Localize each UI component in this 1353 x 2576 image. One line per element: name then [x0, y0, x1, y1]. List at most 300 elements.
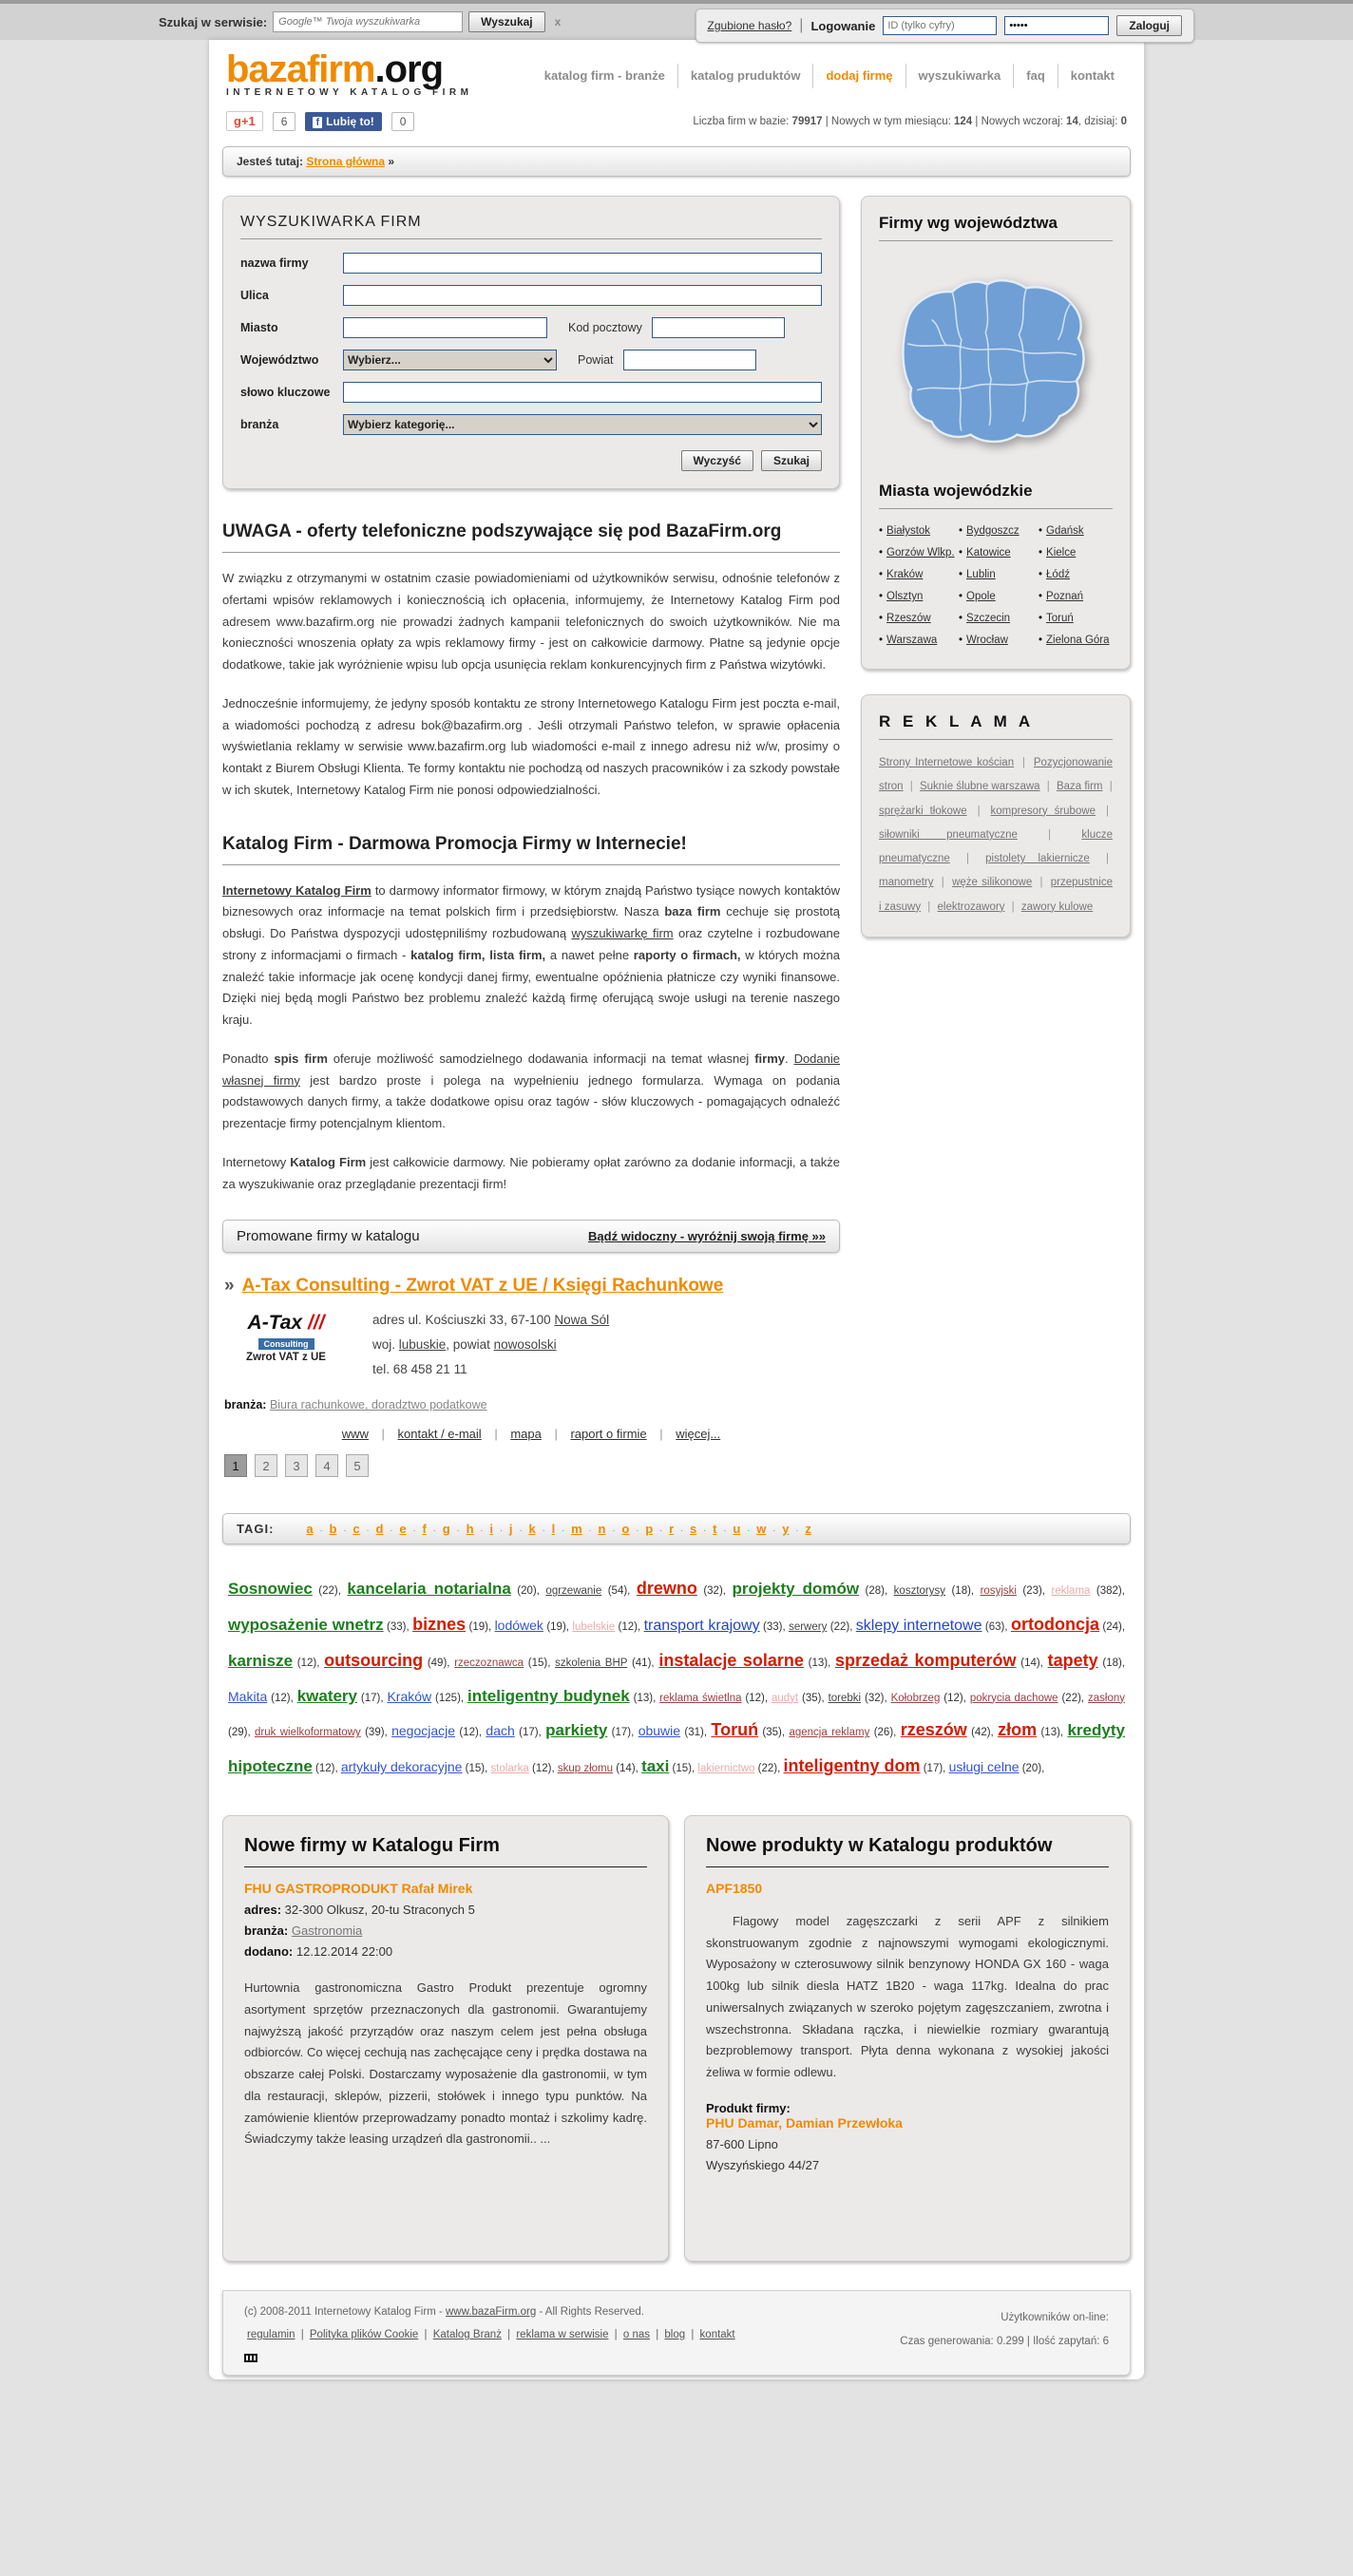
tag-link[interactable]: karnisze [228, 1651, 294, 1670]
text-run: baza firm [664, 904, 721, 919]
tag-link[interactable]: agencja reklamy [789, 1727, 870, 1739]
tag-link[interactable]: Kołobrzeg [890, 1692, 941, 1704]
separator: · [429, 1525, 439, 1537]
tag-link[interactable]: lubelskie [572, 1620, 616, 1633]
tag-count: (13), [1037, 1727, 1068, 1739]
tag-link[interactable]: sprzedaż komputerów [835, 1650, 1017, 1670]
page-button-4[interactable]: 4 [315, 1454, 338, 1477]
separator: | [377, 1427, 389, 1442]
advert-title: R E K L A M A [879, 712, 1113, 740]
logo-consulting: Consulting [258, 1338, 314, 1350]
city-item [1039, 521, 1113, 542]
separator: | [550, 1427, 562, 1442]
tag-letter-link[interactable]: y [782, 1522, 790, 1537]
facebook-like-count: 0 [391, 112, 415, 131]
text-run: oferuje możliwość samodzielnego dodawania informacji na temat własnej [327, 1051, 755, 1066]
tag-link[interactable]: rosyjski [980, 1585, 1017, 1598]
advert-link[interactable]: manometry [879, 877, 934, 889]
nav-item-wyszukiwarka[interactable]: wyszukiwarka [918, 68, 1001, 83]
tag-link[interactable]: ogrzewanie [545, 1585, 602, 1598]
top-bar [0, 0, 1353, 40]
generation-stats: Czas generowania: 0.299 | Ilość zapytań: 6 [900, 2336, 1109, 2348]
bullet-icon: • [879, 569, 884, 580]
advert-link[interactable]: przepustnice i zasuwy [879, 877, 1113, 913]
city-item [959, 608, 1033, 630]
tag-link[interactable]: rzeszów [900, 1720, 967, 1740]
page-button-1[interactable]: 1 [224, 1454, 247, 1477]
page-button-3[interactable]: 3 [285, 1454, 308, 1477]
nav-item-katalog-prudukt-w[interactable]: katalog pruduktów [690, 68, 801, 83]
zip-input[interactable] [652, 317, 785, 338]
facebook-like-button[interactable] [305, 112, 381, 131]
branza-label: branża: [224, 1398, 267, 1412]
tag-link[interactable]: reklama [1051, 1585, 1091, 1598]
lost-password-link[interactable]: Zgubione hasło? [707, 19, 792, 32]
advert-link[interactable]: elektrozawory [937, 900, 1005, 913]
tag-letter-link[interactable]: f [422, 1522, 427, 1537]
stat-counter-icon [244, 2354, 257, 2362]
phone-number: tel. 68 458 21 11 [372, 1361, 467, 1376]
advert-link[interactable]: sprężarki tłokowe [879, 805, 967, 817]
tag-letter-link[interactable]: i [489, 1522, 494, 1537]
new-firms-panel [222, 1815, 669, 2262]
city-link[interactable]: Kielce [1046, 547, 1077, 559]
tag-link[interactable]: ortodoncja [1010, 1614, 1099, 1634]
city-item [879, 586, 953, 608]
advert-link[interactable]: kompresory śrubowe [990, 805, 1096, 817]
tag-letter-link[interactable]: h [466, 1522, 474, 1537]
separator: | [490, 1427, 502, 1442]
bullet-icon: • [1039, 569, 1043, 580]
new-firm-name[interactable]: FHU GASTROPRODUKT Rafał Mirek [244, 1880, 473, 1896]
tag-link[interactable]: Sosnowiec [228, 1580, 313, 1599]
city-link[interactable]: Lublin [966, 569, 996, 580]
city-link[interactable]: Katowice [966, 547, 1011, 559]
tag-link[interactable]: artykuły dekoracyjne [340, 1759, 463, 1775]
bullet-icon: • [1039, 635, 1043, 646]
tag-letter-link[interactable]: p [645, 1522, 654, 1537]
tag-link[interactable]: pokrycia dachowe [969, 1692, 1058, 1704]
advert-link[interactable]: Strony Internetowe kościan [879, 757, 1015, 768]
login-panel [696, 9, 1194, 43]
tag-link[interactable]: Makita [228, 1688, 268, 1704]
footer-links [244, 2329, 738, 2340]
bullet-icon: • [879, 613, 884, 624]
company-search-panel [222, 196, 840, 489]
online-users-label: Użytkowników on-line: [1000, 2311, 1109, 2323]
tag-link[interactable]: parkiety [545, 1721, 608, 1740]
tag-letter-link[interactable]: k [528, 1522, 536, 1537]
tag-letter-link[interactable]: m [571, 1522, 582, 1537]
separator: | [504, 2328, 514, 2340]
company-action-link[interactable]: więcej... [676, 1427, 721, 1442]
city-item [1039, 608, 1113, 630]
city-link[interactable]: Gdańsk [1046, 525, 1084, 537]
woj-label: woj. [372, 1336, 399, 1352]
separator: · [770, 1525, 779, 1537]
city-link[interactable]: Gorzów Wlkp. [886, 547, 955, 559]
tag-count: (33), [759, 1620, 790, 1633]
separator: · [387, 1525, 396, 1537]
tag-link[interactable]: skup złomu [557, 1763, 614, 1775]
tag-count: (12), [455, 1727, 486, 1739]
tag-letter-link[interactable]: o [621, 1522, 630, 1537]
tag-letter-link[interactable]: w [756, 1522, 767, 1537]
product-firm-name[interactable]: PHU Damar, Damian Przewłoka [706, 2114, 903, 2131]
tag-link[interactable]: szkolenia BHP [555, 1657, 628, 1669]
logo-tld: .org [374, 48, 444, 90]
nav-item-dodaj-firm-[interactable]: dodaj firmę [826, 68, 893, 83]
text-run: w których można znaleźć takie informacje jak ocenę kondycji danej firmy, ewentualne opóźnienia płatnicze czy wyniki finansowe. Dzięki niej będą mogli Państwo bez problemu znaleźć każdą firmę oferującą swoje usługi na terenie naszego kraju. [222, 947, 841, 1027]
county-input[interactable] [623, 350, 756, 370]
city-link[interactable]: Łódź [1046, 569, 1070, 580]
tag-count: (39), [360, 1727, 392, 1739]
keyword-input[interactable] [343, 382, 822, 403]
voivodeship-select[interactable] [343, 350, 557, 370]
zip-label: Kod pocztowy [568, 321, 642, 334]
clear-button[interactable]: Wyczyść [681, 450, 753, 471]
separator: · [497, 1525, 505, 1537]
separator: · [559, 1525, 568, 1537]
footer-link[interactable]: Polityka plików Cookie [309, 2328, 419, 2340]
separator: | [953, 853, 982, 865]
city-item [879, 564, 953, 586]
tag-count: (35), [758, 1727, 790, 1739]
footer-link[interactable]: kontakt [699, 2328, 735, 2340]
tag-link[interactable]: wyposażenie wnetrz [228, 1615, 384, 1634]
separator: | [1099, 805, 1109, 817]
city-link[interactable]: Warszawa [886, 635, 938, 646]
tag-link[interactable]: inteligentny dom [783, 1756, 921, 1776]
logo-text: A-Tax [247, 1312, 303, 1335]
tag-count: (15), [669, 1763, 698, 1775]
tag-link[interactable]: audyt [771, 1692, 799, 1704]
branza-link[interactable]: Gastronomia [291, 1923, 363, 1938]
tag-link[interactable]: dach [486, 1723, 515, 1739]
footer-link[interactable]: reklama w serwisie [516, 2328, 609, 2340]
tag-letter-link[interactable]: a [306, 1522, 314, 1537]
copyright-text: (c) 2008-2011 Internetowy Katalog Firm - [244, 2305, 446, 2318]
tag-letter-link[interactable]: t [713, 1522, 717, 1537]
separator: · [340, 1525, 350, 1537]
footer-link[interactable]: Katalog Branż [432, 2328, 502, 2340]
branza-label: branża: [244, 1923, 289, 1938]
city-item [879, 521, 953, 542]
tag-link[interactable]: Kraków [387, 1688, 432, 1704]
street-input[interactable] [343, 285, 822, 306]
separator: | [1036, 877, 1047, 889]
company-name-input[interactable] [343, 253, 822, 274]
google-plus-one-button[interactable]: g+1 [226, 111, 263, 131]
login-button[interactable]: Zaloguj [1116, 15, 1182, 36]
tag-count: (22), [754, 1763, 784, 1775]
tag-count: (35), [798, 1692, 829, 1704]
separator: | [611, 2328, 620, 2340]
site-search-label: Szukaj w serwisie: [159, 14, 268, 29]
separator: | [688, 2328, 697, 2340]
warning-section [222, 521, 840, 802]
text-run: Ponadto [222, 1051, 275, 1066]
map-title: Firmy wg województwa [879, 214, 1113, 241]
separator: · [677, 1525, 687, 1537]
tag-letter-link[interactable]: r [669, 1522, 675, 1537]
added-value: 12.12.2014 22:00 [293, 1944, 393, 1960]
advert-link[interactable]: węże silikonowe [952, 877, 1033, 889]
branza-link[interactable]: Biura rachunkowe, doradztwo podatkowe [269, 1398, 487, 1412]
text-run: oraz czytelne i rozbudowane strony z informacjami o firmach - [222, 926, 840, 962]
tag-count: (20), [510, 1585, 546, 1598]
site-stats [693, 116, 1127, 127]
text-run: wyszukiwarkę firm [571, 926, 674, 940]
city-item [959, 564, 1033, 586]
tag-link[interactable]: drewno [636, 1579, 697, 1599]
tag-link[interactable]: kredyty hipoteczne [228, 1721, 1125, 1776]
tag-letter-link[interactable]: d [375, 1522, 384, 1537]
company-action-link[interactable]: www [341, 1427, 369, 1442]
about-paragraph [222, 1049, 840, 1135]
text-run: firmy [754, 1051, 786, 1066]
company-action-link[interactable]: raport o firmie [570, 1427, 647, 1442]
city-link[interactable]: Toruń [1046, 613, 1074, 624]
tag-link[interactable]: kwatery [296, 1686, 358, 1705]
bullet-icon: • [1039, 591, 1043, 602]
tag-letter-link[interactable]: b [329, 1522, 337, 1537]
tag-letter-link[interactable]: n [598, 1522, 606, 1537]
tag-count: (42), [966, 1727, 999, 1739]
promoted-company-link[interactable]: A-Tax Consulting - Zwrot VAT z UE / Księgi Rachunkowe [241, 1276, 724, 1297]
logo-tagline: Zwrot VAT z UE [246, 1352, 326, 1364]
advert-link[interactable]: pistolety lakiernicze [985, 853, 1090, 865]
city-link[interactable]: Nowa Sól [554, 1313, 610, 1328]
site-logo[interactable] [226, 48, 473, 98]
be-visible-link[interactable]: Bądź widoczny - wyróżnij swoją firmę »» [588, 1229, 826, 1244]
text-run: | Nowych w tym miesiącu: [822, 115, 954, 127]
tag-link[interactable]: sklepy internetowe [855, 1617, 982, 1634]
page-button-5[interactable]: 5 [346, 1454, 369, 1477]
tag-link[interactable]: lakiernictwo [697, 1763, 755, 1775]
separator: · [720, 1525, 730, 1537]
tag-link[interactable]: reklama świetlna [659, 1692, 742, 1704]
tag-link[interactable]: lodówek [494, 1617, 543, 1633]
separator: · [744, 1525, 753, 1537]
tag-count: (54), [601, 1585, 637, 1598]
tag-letter-link[interactable]: j [508, 1522, 513, 1537]
login-id-input[interactable] [883, 16, 997, 35]
tag-link[interactable]: instalacje solarne [658, 1650, 804, 1670]
tag-count: (12), [528, 1763, 558, 1775]
tag-link[interactable]: stolarka [490, 1763, 529, 1775]
bullet-icon: • [879, 591, 884, 602]
footer-site-link[interactable]: www.bazaFirm.org [446, 2305, 537, 2318]
separator: | [1008, 900, 1018, 913]
text-run: 0 [1120, 115, 1127, 127]
tags-bar [222, 1513, 1131, 1544]
tag-link[interactable]: złom [998, 1720, 1038, 1740]
tag-count: (24), [1098, 1620, 1126, 1633]
text-run: Katalog Firm [290, 1154, 367, 1169]
login-label: Logowanie [810, 18, 876, 33]
advert-link[interactable]: Suknie ślubne warszawa [919, 781, 1040, 793]
new-firms-title: Nowe firmy w Katalogu Firm [244, 1835, 647, 1867]
city-item [1039, 586, 1113, 608]
text-run: 79917 [791, 115, 823, 127]
advert-link[interactable]: zawory kulowe [1020, 900, 1094, 913]
city-link[interactable]: Białystok [886, 525, 931, 537]
new-products-title: Nowe produkty w Katalogu produktów [706, 1835, 1109, 1867]
breadcrumb-home-link[interactable]: Strona główna [306, 155, 386, 168]
city-link[interactable]: Rzeszów [886, 613, 931, 624]
county-link[interactable]: nowosolski [493, 1336, 557, 1352]
addr-label: adres: [244, 1902, 282, 1917]
city-input[interactable] [343, 317, 547, 338]
separator: · [453, 1525, 463, 1537]
separator: · [363, 1525, 372, 1537]
addr-value: 32-300 Olkusz, 20-tu Straconych 5 [281, 1902, 475, 1917]
tag-letter-link[interactable]: g [442, 1522, 450, 1537]
separator: | [970, 805, 987, 817]
search-panel-title: WYSZUKIWARKA FIRM [240, 214, 822, 239]
footer-link[interactable]: regulamin [247, 2328, 295, 2340]
separator: | [297, 2328, 307, 2340]
city-item [879, 608, 953, 630]
city-item [959, 542, 1033, 564]
tag-link[interactable]: rzeczoznawca [454, 1657, 524, 1669]
city-item [959, 586, 1033, 608]
tag-link[interactable]: outsourcing [324, 1650, 424, 1670]
separator: | [653, 2328, 662, 2340]
promoted-header-bar [222, 1220, 840, 1253]
new-firm-description: Hurtownia gastronomiczna Gastro Produkt prezentuje ogromny asortyment sprzętów przeznaczonych dla gastronomii. Gwarantujemy najwyższą jakość przyrządów oraz naszym celem jest pełna obsługa odbiorców. Co więcej cechują nas zachęcające ceny i prędka dostawa na obszarze całej Polski. Dostarczamy wyposażenie dla gastronomii, w tym dla restauracji, sklepów, pizzerii, stołówek i innego typu punktów. Na zamówienie klientów przeprowadzamy ponadto montaż i szkolimy kadrę. Świadczymy także leasing urządzeń dla gastronomii.. ... [244, 1980, 647, 2147]
google-plus-count: 6 [273, 112, 296, 131]
page-button-2[interactable]: 2 [255, 1454, 277, 1477]
city-link[interactable]: Szczecin [966, 613, 1011, 624]
footer-link[interactable]: o nas [622, 2328, 651, 2340]
text-run: katalog firm, lista firm, [410, 947, 546, 962]
tag-count: (22), [827, 1620, 856, 1633]
tag-count: (26), [869, 1727, 901, 1739]
city-link[interactable]: Zielona Góra [1046, 635, 1110, 646]
tag-link[interactable]: Toruń [711, 1720, 759, 1740]
site-search-input[interactable] [273, 11, 463, 32]
category-select[interactable] [343, 414, 822, 435]
advert-link[interactable]: Pozycjonowanie stron [879, 757, 1113, 793]
new-product-name[interactable]: APF1850 [706, 1880, 763, 1896]
close-icon[interactable]: x [554, 15, 562, 28]
tag-count: (20), [1019, 1763, 1045, 1775]
nav-item-faq[interactable]: faq [1026, 68, 1045, 83]
text-run: spis firm [274, 1051, 328, 1066]
advert-link[interactable]: klucze pneumatyczne [879, 828, 1113, 865]
county-label: , powiat [446, 1336, 494, 1352]
tag-letter-link[interactable]: z [805, 1522, 811, 1537]
tag-link[interactable]: usługi celne [948, 1759, 1020, 1775]
tag-count: (19), [543, 1620, 573, 1633]
city-link[interactable]: Bydgoszcz [966, 525, 1020, 537]
tag-link[interactable]: tapety [1047, 1650, 1098, 1670]
bullet-icon: • [959, 525, 963, 537]
tag-link[interactable]: zasłony [1088, 1692, 1126, 1704]
advert-link[interactable]: Baza firm [1056, 781, 1103, 793]
promoted-title: Promowane firmy w katalogu [237, 1228, 420, 1245]
city-link[interactable]: Kraków [886, 569, 924, 580]
tag-count: (12), [267, 1692, 297, 1704]
tag-letter-link[interactable]: c [353, 1522, 360, 1537]
tag-count: (17), [357, 1692, 388, 1704]
new-product-description: Flagowy model zagęszczarki z serii APF z silnikiem skonstruowanym zgodnie z najnowszymi wymogami ekologicznymi. Wyposażony w czterosuwowy silnik benzynowy HONDA GX 160 - waga 100kg lub silnik diesla HATZ 1B20 - waga 117kg. Idealna do prac uniwersalnych związanych w szeroko pojętym zagęszczaniem, zwrotna i wszechstronna. Składana rączka, i niewielkie rozmiary gwarantują bezproblemowy transport. Płyta denna wykonana z wysokiej jakości żeliwa w formie odlewu. [706, 1913, 1109, 2080]
tag-link[interactable]: inteligentny budynek [467, 1686, 630, 1705]
divider: | [799, 17, 804, 33]
advert-link[interactable]: siłowniki pneumatyczne [879, 828, 1018, 841]
county-label: Powiat [578, 353, 614, 367]
city-link[interactable]: Poznań [1046, 591, 1084, 602]
tag-link[interactable]: druk wielkoformatowy [255, 1727, 361, 1739]
bullet-icon: • [959, 569, 963, 580]
tag-letter-link[interactable]: u [733, 1522, 741, 1537]
tag-count: (31), [680, 1727, 712, 1739]
separator: · [585, 1525, 595, 1537]
product-firm-zip-city: 87-600 Lipno [706, 2136, 778, 2151]
tag-letter-link[interactable]: s [690, 1522, 697, 1537]
company-action-link[interactable]: kontakt / e-mail [397, 1427, 482, 1442]
tag-letter-link[interactable]: l [551, 1522, 556, 1537]
text-run: jest całkowicie darmowy. Nie pobieramy opłat zarówno za dodanie informacji, a także za wyszukiwanie oraz przeglądanie prezentacji firm! [222, 1154, 840, 1191]
added-label: dodano: [244, 1944, 294, 1960]
warning-paragraph: Jednocześnie informujemy, że jedyny sposób kontaktu ze strony Internetowego Katalogu Firm jest poczta e-mail, a wiadomości pochodzą z adresu bok@bazafirm.org . Jeśli otrzymali Państwo telefon, w sprawie opłacenia wyświetlania reklamy w serwisie www.bazafirm.org lub wiadomości e-mail z innego adresu niż w/w, prosimy o kontakt z Biurem Obsługi Klienta. Te formy kontaktu nie pochodzą od naszych pracowników i za szkody powstałe w ich skutek, Internetowy Katalog Firm nie ponosi odpowiedzialności. [222, 695, 840, 797]
bullet-icon: • [1039, 525, 1043, 537]
breadcrumb-arrow: » [388, 155, 395, 168]
tag-link[interactable]: taxi [641, 1757, 670, 1776]
footer-link[interactable]: blog [664, 2328, 686, 2340]
voivodeship-label: Województwo [240, 353, 319, 367]
text-run: Liczba firm w bazie: [693, 115, 792, 127]
site-search-button[interactable]: Wyszukaj [468, 11, 544, 32]
tag-count: (12), [615, 1620, 644, 1633]
login-password-input[interactable] [1004, 16, 1109, 35]
product-firm-label: Produkt firmy: [706, 2100, 791, 2115]
tag-link[interactable]: projekty domów [732, 1580, 860, 1599]
tag-link[interactable]: kancelaria notarialna [347, 1580, 511, 1599]
product-firm-street: Wyszyńskiego 44/27 [706, 2157, 820, 2172]
separator: | [1093, 853, 1109, 865]
voivodeship-link[interactable]: lubuskie [398, 1336, 447, 1352]
tag-count: (18), [1097, 1657, 1126, 1669]
tag-link[interactable]: obuwie [638, 1723, 681, 1739]
tag-link[interactable]: transport krajowy [643, 1617, 760, 1634]
list-marker: » [224, 1276, 235, 1297]
keyword-label: słowo kluczowe [240, 386, 331, 399]
tag-link[interactable]: kosztorysy [893, 1585, 945, 1598]
nav-item-katalog-firm-bran-e[interactable]: katalog firm - branże [543, 68, 665, 83]
tag-letter-link[interactable]: e [399, 1522, 407, 1537]
poland-map[interactable] [879, 253, 1113, 482]
tag-link[interactable]: negocjacje [391, 1723, 456, 1739]
tag-count: (12), [293, 1657, 325, 1669]
search-button[interactable]: Szukaj [761, 450, 822, 471]
separator: · [657, 1525, 666, 1537]
tag-link[interactable]: torebki [828, 1692, 862, 1704]
tag-count: (17), [607, 1727, 638, 1739]
tag-link[interactable]: serwery [789, 1620, 828, 1633]
city-link[interactable]: Olsztyn [886, 591, 924, 602]
city-link[interactable]: Opole [966, 591, 996, 602]
nav-item-kontakt[interactable]: kontakt [1070, 68, 1115, 83]
separator: · [700, 1525, 710, 1537]
tag-count: (32), [861, 1692, 891, 1704]
city-link[interactable]: Wrocław [966, 635, 1008, 646]
separator: · [792, 1525, 802, 1537]
company-action-link[interactable]: mapa [510, 1427, 542, 1442]
tag-link[interactable]: biznes [412, 1614, 467, 1634]
